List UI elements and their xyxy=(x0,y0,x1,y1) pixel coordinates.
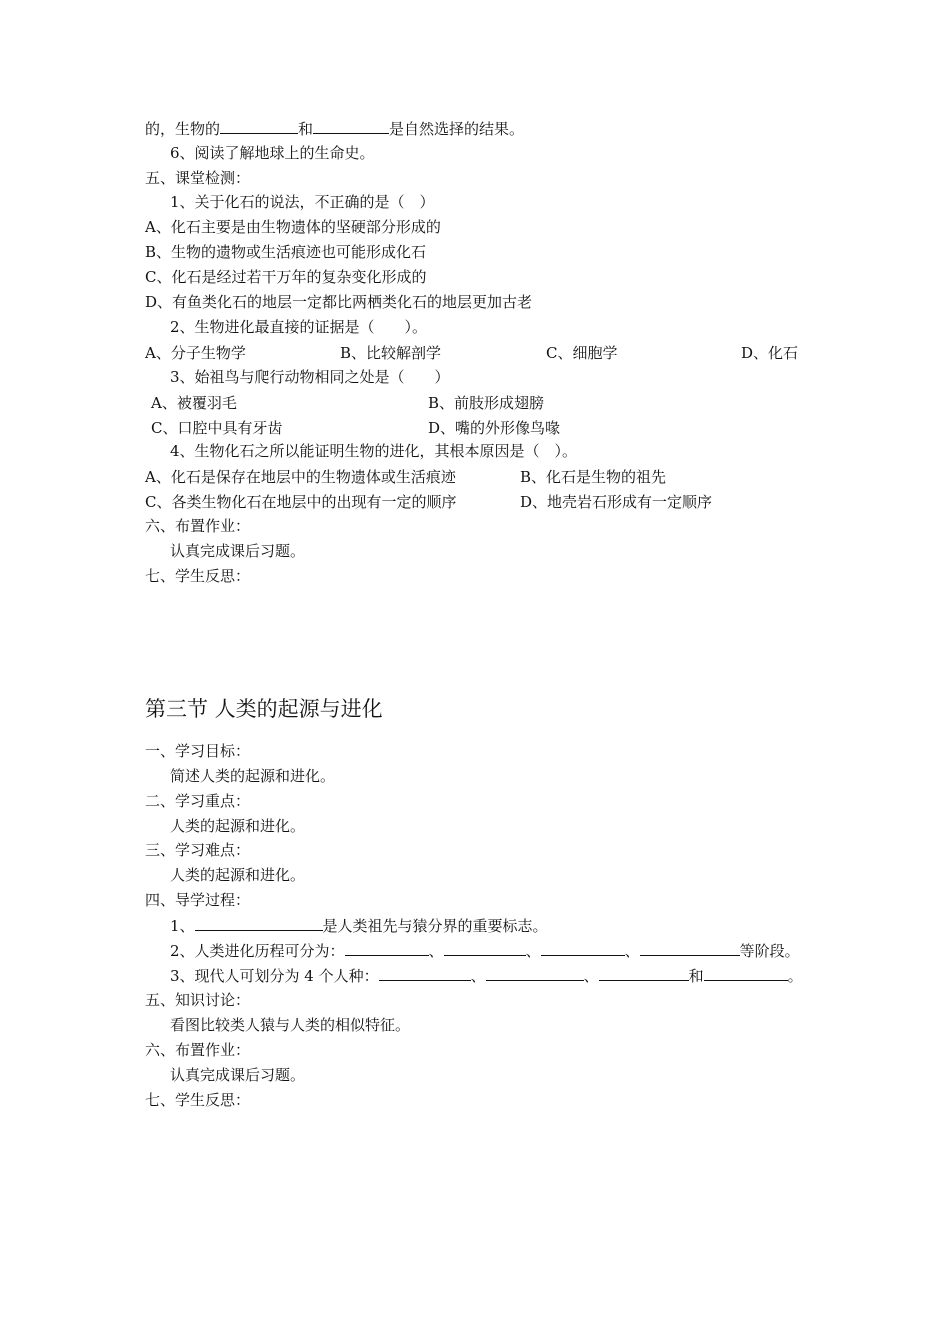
discussion-text: 看图比较类人猿与人类的相似特征。 xyxy=(170,1016,411,1034)
question-2: 2、生物进化最直接的证据是（ ）。 xyxy=(170,318,428,336)
text: 和 xyxy=(688,967,704,985)
answer-blank[interactable] xyxy=(444,940,526,956)
answer-blank[interactable] xyxy=(195,915,323,931)
q4-option-c: C、各类生物化石在地层中的出现有一定的顺序 xyxy=(145,493,457,511)
q2-option-b: B、比较解剖学 xyxy=(340,344,442,362)
q2-option-a: A、分子生物学 xyxy=(145,344,246,362)
text: 。 xyxy=(787,967,803,985)
heading-learning-goals: 一、学习目标： xyxy=(145,742,251,760)
q1-option-a: A、化石主要是由生物遗体的坚硬部分形成的 xyxy=(145,218,441,236)
q4-option-b: B、化石是生物的祖先 xyxy=(520,468,667,486)
separator: 、 xyxy=(428,942,444,960)
separator: 、 xyxy=(624,942,640,960)
text: 是自然选择的结果。 xyxy=(389,120,525,138)
homework-text: 认真完成课后习题。 xyxy=(170,542,306,560)
question-3: 3、始祖鸟与爬行动物相同之处是（ ） xyxy=(170,368,450,386)
answer-blank[interactable] xyxy=(599,965,689,981)
difficulties-text: 人类的起源和进化。 xyxy=(170,866,306,884)
guided-item-3 xyxy=(170,965,803,985)
homework-text: 认真完成课后习题。 xyxy=(170,1066,306,1084)
answer-blank[interactable] xyxy=(220,118,298,134)
q1-option-b: B、生物的遗物或生活痕迹也可能形成化石 xyxy=(145,243,427,261)
separator: 、 xyxy=(583,967,599,985)
heading-key-points: 二、学习重点： xyxy=(145,792,251,810)
fill-blank-line-1 xyxy=(145,118,524,138)
q3-option-b: B、前肢形成翅膀 xyxy=(428,394,545,412)
answer-blank[interactable] xyxy=(640,940,740,956)
q2-option-c: C、细胞学 xyxy=(546,344,618,362)
text: 的，生物的 xyxy=(145,120,221,138)
question-1: 1、关于化石的说法，不正确的是（ ） xyxy=(170,193,435,211)
section-heading-5: 五、课堂检测： xyxy=(145,169,251,187)
section-title: 第三节 人类的起源与进化 xyxy=(145,697,383,721)
separator: 、 xyxy=(470,967,486,985)
text: 是人类祖先与猿分界的重要标志。 xyxy=(322,917,548,935)
heading-difficulties: 三、学习难点： xyxy=(145,841,251,859)
q1-option-d: D、有鱼类化石的地层一定都比两栖类化石的地层更加古老 xyxy=(145,293,533,311)
key-points-text: 人类的起源和进化。 xyxy=(170,817,306,835)
step-6: 6、阅读了解地球上的生命史。 xyxy=(170,144,375,162)
heading-reflection: 七、学生反思： xyxy=(145,1091,251,1109)
q1-option-c: C、化石是经过若干万年的复杂变化形成的 xyxy=(145,268,427,286)
q3-option-d: D、嘴的外形像鸟喙 xyxy=(428,419,561,437)
separator: 、 xyxy=(525,942,541,960)
q3-option-a: A、被覆羽毛 xyxy=(151,394,237,412)
q4-option-d: D、地壳岩石形成有一定顺序 xyxy=(520,493,713,511)
question-4: 4、生物化石之所以能证明生物的进化，其根本原因是（ ）。 xyxy=(170,442,578,460)
answer-blank[interactable] xyxy=(345,940,429,956)
text: 等阶段。 xyxy=(739,942,800,960)
heading-discussion: 五、知识讨论： xyxy=(145,991,251,1009)
heading-homework: 六、布置作业： xyxy=(145,1041,251,1059)
answer-blank[interactable] xyxy=(704,965,788,981)
guided-item-2 xyxy=(170,940,800,960)
answer-blank[interactable] xyxy=(379,965,471,981)
heading-guided-process: 四、导学过程： xyxy=(145,891,251,909)
q3-option-c: C、口腔中具有牙齿 xyxy=(151,419,283,437)
text: 2、人类进化历程可分为： xyxy=(170,942,345,960)
text: 3、现代人可划分为 4 个人种： xyxy=(170,967,379,985)
section-heading-7: 七、学生反思： xyxy=(145,567,251,585)
guided-item-1 xyxy=(170,915,548,935)
answer-blank[interactable] xyxy=(486,965,584,981)
learning-goals-text: 简述人类的起源和进化。 xyxy=(170,767,336,785)
section-heading-6: 六、布置作业： xyxy=(145,517,251,535)
answer-blank[interactable] xyxy=(541,940,625,956)
text: 和 xyxy=(298,120,314,138)
q2-option-d: D、化石 xyxy=(741,344,799,362)
text: 1、 xyxy=(170,917,195,935)
q4-option-a: A、化石是保存在地层中的生物遗体或生活痕迹 xyxy=(145,468,456,486)
answer-blank[interactable] xyxy=(313,118,389,134)
